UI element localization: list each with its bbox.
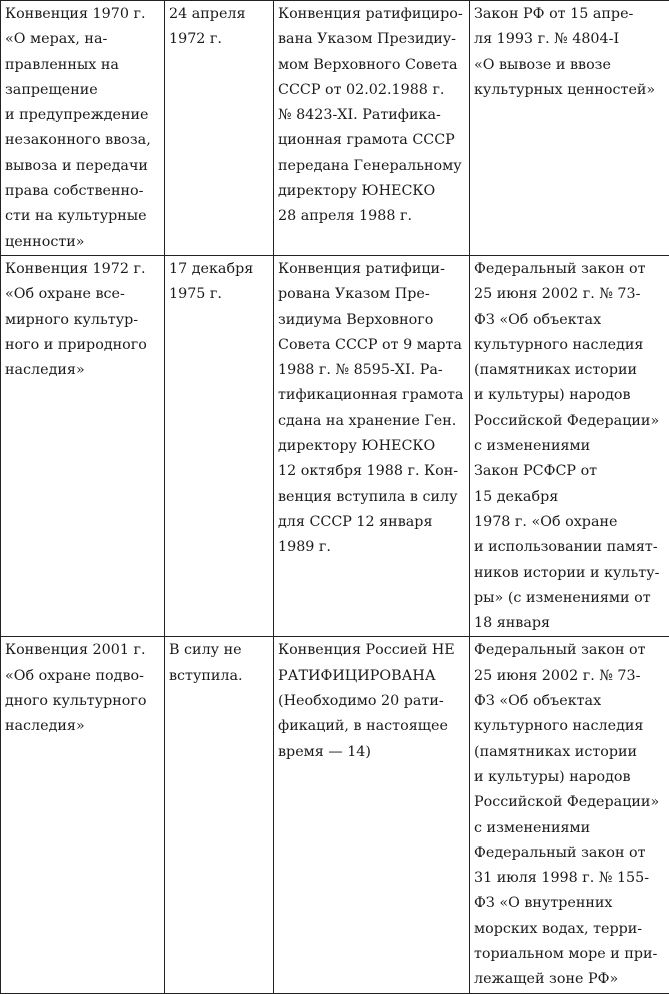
date-cell: В силу не вступила. [165,637,274,993]
ratification-cell: Конвенция ратифици- рована Указом Пре- зидиума Верховного Совета СССР от 9 марта 1988 г. № 8595-XI. Ра- тификационная грамота сдана на хранение Ген. директору ЮНЕСКО 12 октября 1988 г. Кон- венция вступила в силу для СССР 12 января 1989 г. [274,255,470,636]
ratification-cell: Конвенция Россией НЕ РАТИФИЦИРОВАНА (Необходимо 20 рати- фикаций, в настоящее время — 14) [274,637,470,993]
convention-cell: Конвенция 2001 г. «Об охране подво- дного культурного наследия» [1,637,165,993]
table-row [1,637,669,993]
convention-cell: Конвенция 1972 г. «Об охране все- мирного культур- ного и природного наследия» [1,255,165,636]
law-cell: Федеральный закон от 25 июня 2002 г. № 73- ФЗ «Об объектах культурного наследия (памятниках истории и культуры) народов Российской Федерации» с изменениями Федеральный закон от 31 июля 1998 г. № 155- ФЗ «О внутренних морских водах, терри- ториальном море и при- лежащей зоне РФ» [470,637,669,993]
table-row [1,255,669,636]
date-cell: 17 декабря 1975 г. [165,255,274,636]
ratification-cell: Конвенция ратифициро- вана Указом Президиу- мом Верховного Совета СССР от 02.02.1988 г. № 8423-XI. Ратифика- ционная грамота СССР передана Генеральному директору ЮНЕСКО 28 апреля 1988 г. [274,1,470,256]
law-cell: Федеральный закон от 25 июня 2002 г. № 73- ФЗ «Об объектах культурного наследия (памятниках истории и культуры) народов Российской Федерации» с изменениями Закон РСФСР от 15 декабря 1978 г. «Об охране и использовании памят- ников истории и культу- ры» (с изменениями от 18 января [470,255,669,636]
date-cell: 24 апреля 1972 г. [165,1,274,256]
law-cell: Закон РФ от 15 апре- ля 1993 г. № 4804-I «О вывозе и ввозе культурных ценностей» [470,1,669,256]
table-row [1,1,669,256]
convention-cell: Конвенция 1970 г. «О мерах, на- правленных на запрещение и предупреждение незаконного ввоза, вывоза и передачи права собственно- сти на культурные ценности» [1,1,165,256]
